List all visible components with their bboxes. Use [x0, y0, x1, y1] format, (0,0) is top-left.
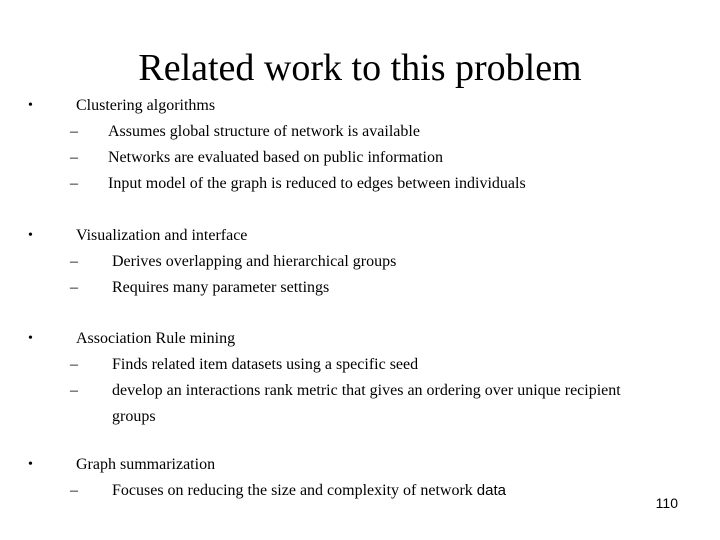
- page-number: 110: [655, 495, 678, 511]
- bullet-item: [28, 326, 698, 352]
- dash-marker: –: [70, 279, 78, 296]
- bullet-item: [28, 223, 698, 249]
- sub-bullet-item: [28, 275, 698, 301]
- sub-bullet-item: [28, 378, 698, 404]
- slide-title: Related work to this problem: [138, 47, 582, 89]
- bullet-heading: Graph summarization: [76, 456, 216, 473]
- bullet-heading: Association Rule mining: [76, 330, 236, 347]
- bullet-section-graph-summarization: [28, 452, 698, 504]
- sub-bullet-item: [28, 478, 698, 504]
- sub-bullet-text: groups: [112, 408, 156, 425]
- sub-bullet-item: [28, 249, 698, 275]
- dash-marker: –: [70, 123, 78, 140]
- sub-bullet-text: Finds related item datasets using a specific seed: [112, 356, 419, 373]
- dash-marker: –: [70, 253, 78, 270]
- sub-bullet-text-last-word: data: [476, 482, 506, 499]
- sub-bullet-continuation: [28, 404, 698, 430]
- bullet-item: [28, 93, 698, 119]
- sub-bullet-item: [28, 145, 698, 171]
- sub-bullet-text: [112, 478, 506, 504]
- sub-bullet-item: [28, 352, 698, 378]
- sub-bullet-text: Networks are evaluated based on public information: [108, 149, 443, 166]
- sub-bullet-item: [28, 171, 698, 197]
- bullet-section-clustering: [28, 93, 698, 197]
- dash-marker: –: [70, 356, 78, 373]
- bullet-marker: •: [28, 98, 33, 113]
- sub-bullet-text: Assumes global structure of network is available: [108, 123, 420, 140]
- sub-bullet-text: Derives overlapping and hierarchical groups: [112, 253, 397, 270]
- bullet-item: [28, 452, 698, 478]
- sub-bullet-item: [28, 119, 698, 145]
- sub-bullet-text: Input model of the graph is reduced to edges between individuals: [108, 175, 526, 192]
- sub-bullet-text-main: Focuses on reducing the size and complexity of network: [112, 482, 477, 499]
- bullet-section-visualization: [28, 223, 698, 301]
- bullet-marker: •: [28, 457, 33, 472]
- sub-bullet-text: Requires many parameter settings: [112, 279, 330, 296]
- dash-marker: –: [70, 175, 78, 192]
- bullet-marker: •: [28, 331, 33, 346]
- sub-bullet-text: develop an interactions rank metric that gives an ordering over unique recipient: [112, 382, 621, 399]
- dash-marker: –: [70, 382, 78, 399]
- dash-marker: –: [70, 482, 78, 499]
- bullet-heading: Clustering algorithms: [76, 97, 216, 114]
- bullet-marker: •: [28, 228, 33, 243]
- bullet-heading: Visualization and interface: [76, 227, 248, 244]
- dash-marker: –: [70, 149, 78, 166]
- bullet-section-association: [28, 326, 698, 430]
